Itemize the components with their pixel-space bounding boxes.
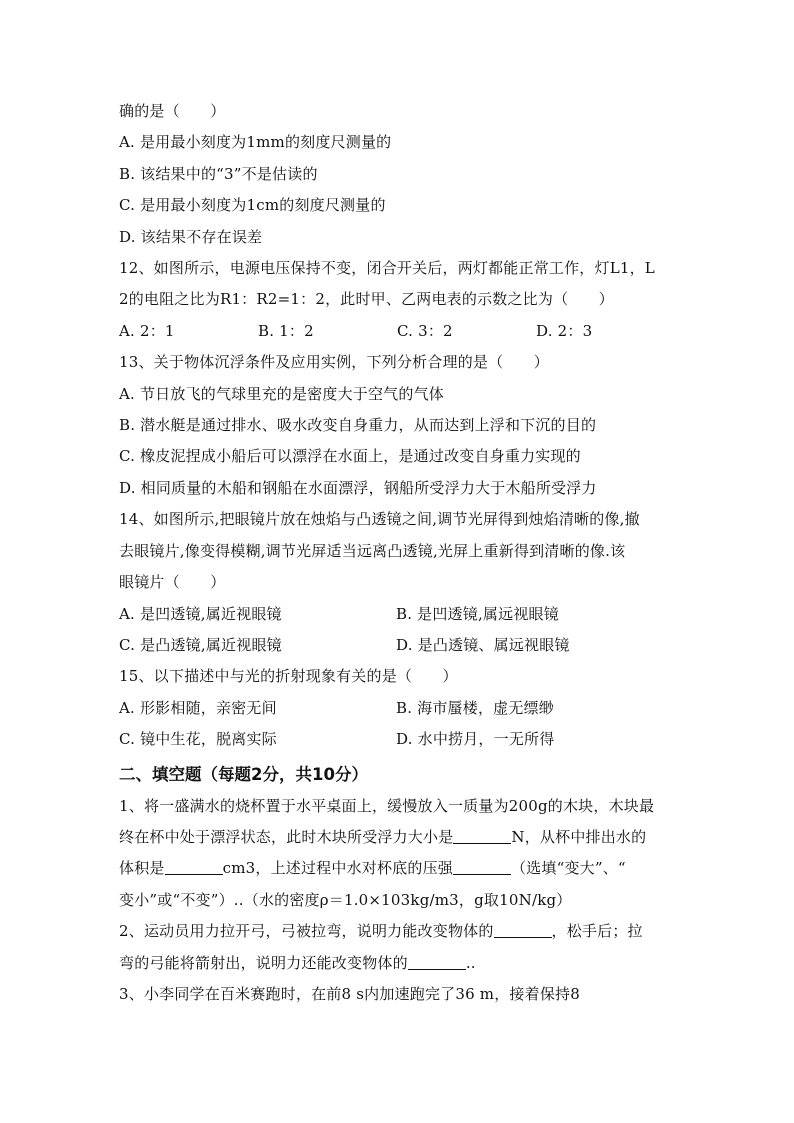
fill1-line2 — [119, 822, 679, 853]
fill1-line3 — [119, 853, 679, 884]
fill2-line1-text-b: ，松手后；拉 — [551, 922, 643, 941]
q13-line1: 13、关于物体沉浮条件及应用实例，下列分析合理的是（ ） — [119, 353, 549, 372]
q14-line1: 14、如图所示,把眼镜片放在烛焰与凸透镜之间,调节光屏得到烛焰清晰的像,撤 — [119, 510, 640, 529]
q12-line2: 2的电阻之比为R1：R2=1：2，此时甲、乙两电表的示数之比为（ ） — [119, 290, 614, 309]
q11-option-a: A. 是用最小刻度为1mm的刻度尺测量的 — [119, 133, 392, 152]
q12-options — [119, 316, 679, 347]
fill3-line1: 3、小李同学在百米赛跑时，在前8 s内加速跑完了36 m，接着保持8 — [119, 984, 580, 1003]
document-page — [119, 96, 679, 1010]
q13-option-b: B. 潜水艇是通过排水、吸水改变自身重力，从而达到上浮和下沉的目的 — [119, 416, 597, 435]
q11-option-d: D. 该结果不存在误差 — [119, 227, 263, 246]
fill1-line2-text-a: 终在杯中处于漂浮状态，此时木块所受浮力大小是 — [119, 827, 454, 846]
q13-option-c: C. 橡皮泥捏成小船后可以漂浮在水面上，是通过改变自身重力实现的 — [119, 447, 581, 466]
answer-blank[interactable] — [453, 858, 511, 875]
q15-option-b: B. 海市蜃楼，虚无缥缈 — [396, 698, 554, 717]
q12-option-d: D. 2：3 — [536, 321, 593, 340]
answer-blank[interactable] — [494, 921, 552, 938]
answer-blank[interactable] — [453, 827, 511, 844]
fill1-line3-text-c: （选填“变大”、“ — [510, 859, 626, 878]
q12-option-a: A. 2：1 — [119, 321, 175, 340]
q11-option-b: B. 该结果中的“3”不是估读的 — [119, 164, 318, 183]
q15-option-d: D. 水中捞月，一无所得 — [396, 730, 555, 749]
fill1-line2-text-b: N，从杯中排出水的 — [511, 827, 647, 846]
q14-option-d: D. 是凸透镜、属远视眼镜 — [396, 635, 570, 654]
answer-blank[interactable] — [408, 953, 466, 970]
q12-option-b: B. 1：2 — [258, 321, 314, 340]
fill1-line3-text-a: 体积是 — [119, 859, 165, 878]
q15-option-a: A. 形影相随，亲密无间 — [119, 698, 277, 717]
section-heading-fill-in: 二、填空题（每题2分，共10分） — [119, 764, 368, 784]
q11-option-c: C. 是用最小刻度为1cm的刻度尺测量的 — [119, 196, 386, 215]
q14-options-row1 — [119, 599, 679, 630]
q14-line3: 眼镜片（ ） — [119, 573, 226, 592]
fill2-line2-text-a: 弯的弓能将箭射出，说明力还能改变物体的 — [119, 953, 408, 972]
answer-blank[interactable] — [165, 858, 223, 875]
q12-line1: 12、如图所示，电源电压保持不变，闭合开关后，两灯都能正常工作，灯L1，L — [119, 259, 655, 278]
q14-option-b: B. 是凹透镜,属远视眼镜 — [396, 604, 559, 623]
fill2-line2-text-b: .. — [465, 953, 476, 972]
q15-option-c: C. 镜中生花，脱离实际 — [119, 730, 277, 749]
q12-option-c: C. 3：2 — [397, 321, 453, 340]
q14-option-a: A. 是凹透镜,属近视眼镜 — [119, 604, 282, 623]
fill1-line3-text-b: cm3，上述过程中水对杯底的压强 — [222, 859, 453, 878]
fill2-line1 — [119, 916, 679, 947]
q15-options-row1 — [119, 693, 679, 724]
q15-line1: 15、以下描述中与光的折射现象有关的是（ ） — [119, 667, 458, 686]
q13-option-a: A. 节日放飞的气球里充的是密度大于空气的气体 — [119, 384, 444, 403]
q14-line2: 去眼镜片,像变得模糊,调节光屏适当远离凸透镜,光屏上重新得到清晰的像.该 — [119, 541, 626, 560]
fill2-line2 — [119, 948, 679, 979]
fill1-line4: 变小”或“不变”）..（水的密度ρ＝1.0×103kg/m3，g取10N/kg） — [119, 890, 572, 909]
q13-option-d: D. 相同质量的木船和钢船在水面漂浮，钢船所受浮力大于木船所受浮力 — [119, 478, 597, 497]
fill1-line1: 1、将一盛满水的烧杯置于水平桌面上，缓慢放入一质量为200g的木块，木块最 — [119, 796, 655, 815]
q14-options-row2 — [119, 630, 679, 661]
fill2-line1-text-a: 2、运动员用力拉开弓，弓被拉弯，说明力能改变物体的 — [119, 922, 494, 941]
q14-option-c: C. 是凸透镜,属近视眼镜 — [119, 635, 282, 654]
q15-options-row2 — [119, 724, 679, 755]
q11-tail: 确的是（ ） — [119, 102, 226, 120]
